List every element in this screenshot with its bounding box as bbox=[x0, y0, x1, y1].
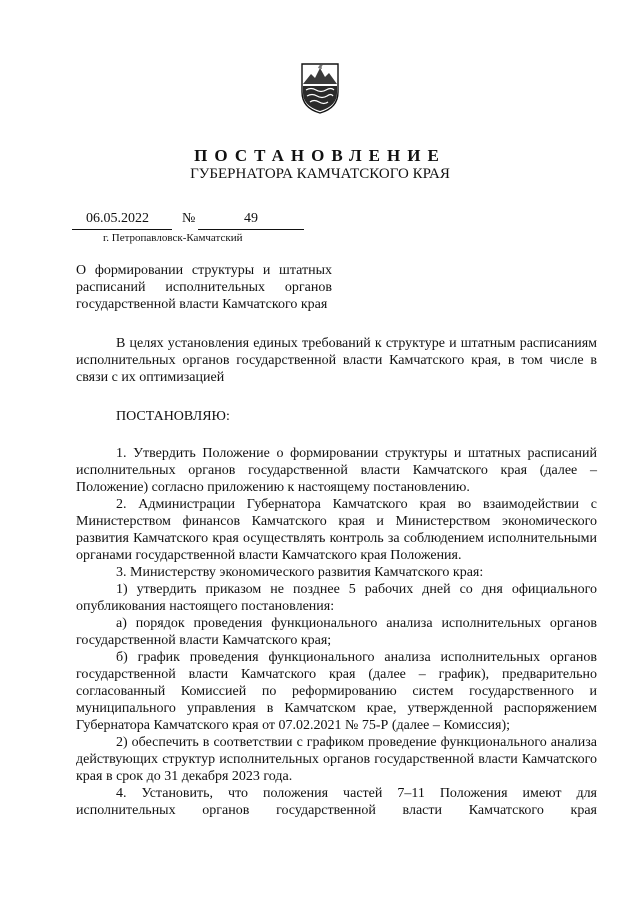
clause-3: 3. Министерству экономического развития Камчатского края: bbox=[116, 565, 484, 580]
clause-3-1-b: б) график проведения функционального анализа исполнительных органов государственной власти Камчатского края (далее – график), предварительно согласованный Комиссией по реформированию систем государственного и муниципального управления в Камчатском крае, утвержденной распоряжением Губернатора Камчатского края от 07.02.2021 № 75-Р (далее – Комиссия); bbox=[76, 650, 597, 733]
document-city: г. Петропавловск-Камчатский bbox=[103, 232, 243, 244]
document-subject: О формировании структуры и штатных расписаний исполнительных органов государственной власти Камчатского края bbox=[76, 263, 332, 312]
document-issuer: ГУБЕРНАТОРА КАМЧАТСКОГО КРАЯ bbox=[190, 166, 450, 182]
clause-3-2: 2) обеспечить в соответствии с графиком проведение функционального анализа действующих структур исполнительных органов государственной власти Камчатского края в срок до 31 декабря 2023 года. bbox=[76, 735, 597, 784]
clause-2: 2. Администрации Губернатора Камчатского края во взаимодействии с Министерством финансов Камчатского края и Министерством экономического развития Камчатского края осуществлять контроль за соблюдением исполнительными органами государственной власти Камчатского края Положения. bbox=[76, 497, 597, 563]
clause-1: 1. Утвердить Положение о формировании структуры и штатных расписаний исполнительных органов государственной власти Камчатского края (далее – Положение) согласно приложению к настоящему постановлению. bbox=[76, 446, 597, 495]
kamchatka-coat-of-arms-emblem bbox=[300, 62, 340, 114]
document-title: ПОСТАНОВЛЕНИЕ bbox=[194, 146, 446, 165]
document-body bbox=[76, 335, 597, 819]
number-underline bbox=[198, 229, 304, 230]
date-underline bbox=[72, 229, 172, 230]
clause-4: 4. Установить, что положения частей 7–11 Положения имеют для исполнительных органов государственной власти Камчатского края bbox=[76, 786, 597, 818]
number-sign: № bbox=[182, 211, 196, 226]
document-number: 49 bbox=[244, 211, 258, 226]
decree-word: ПОСТАНОВЛЯЮ: bbox=[116, 409, 230, 424]
clause-3-1-a: а) порядок проведения функционального анализа исполнительных органов государственной власти Камчатского края; bbox=[76, 616, 597, 648]
document-date: 06.05.2022 bbox=[86, 211, 149, 226]
clause-3-1: 1) утвердить приказом не позднее 5 рабочих дней со дня официального опубликования настоящего постановления: bbox=[76, 582, 597, 614]
preamble-paragraph: В целях установления единых требований к структуре и штатным расписаниям исполнительных органов государственной власти Камчатского края, в том числе в связи с их оптимизацией bbox=[76, 336, 597, 385]
